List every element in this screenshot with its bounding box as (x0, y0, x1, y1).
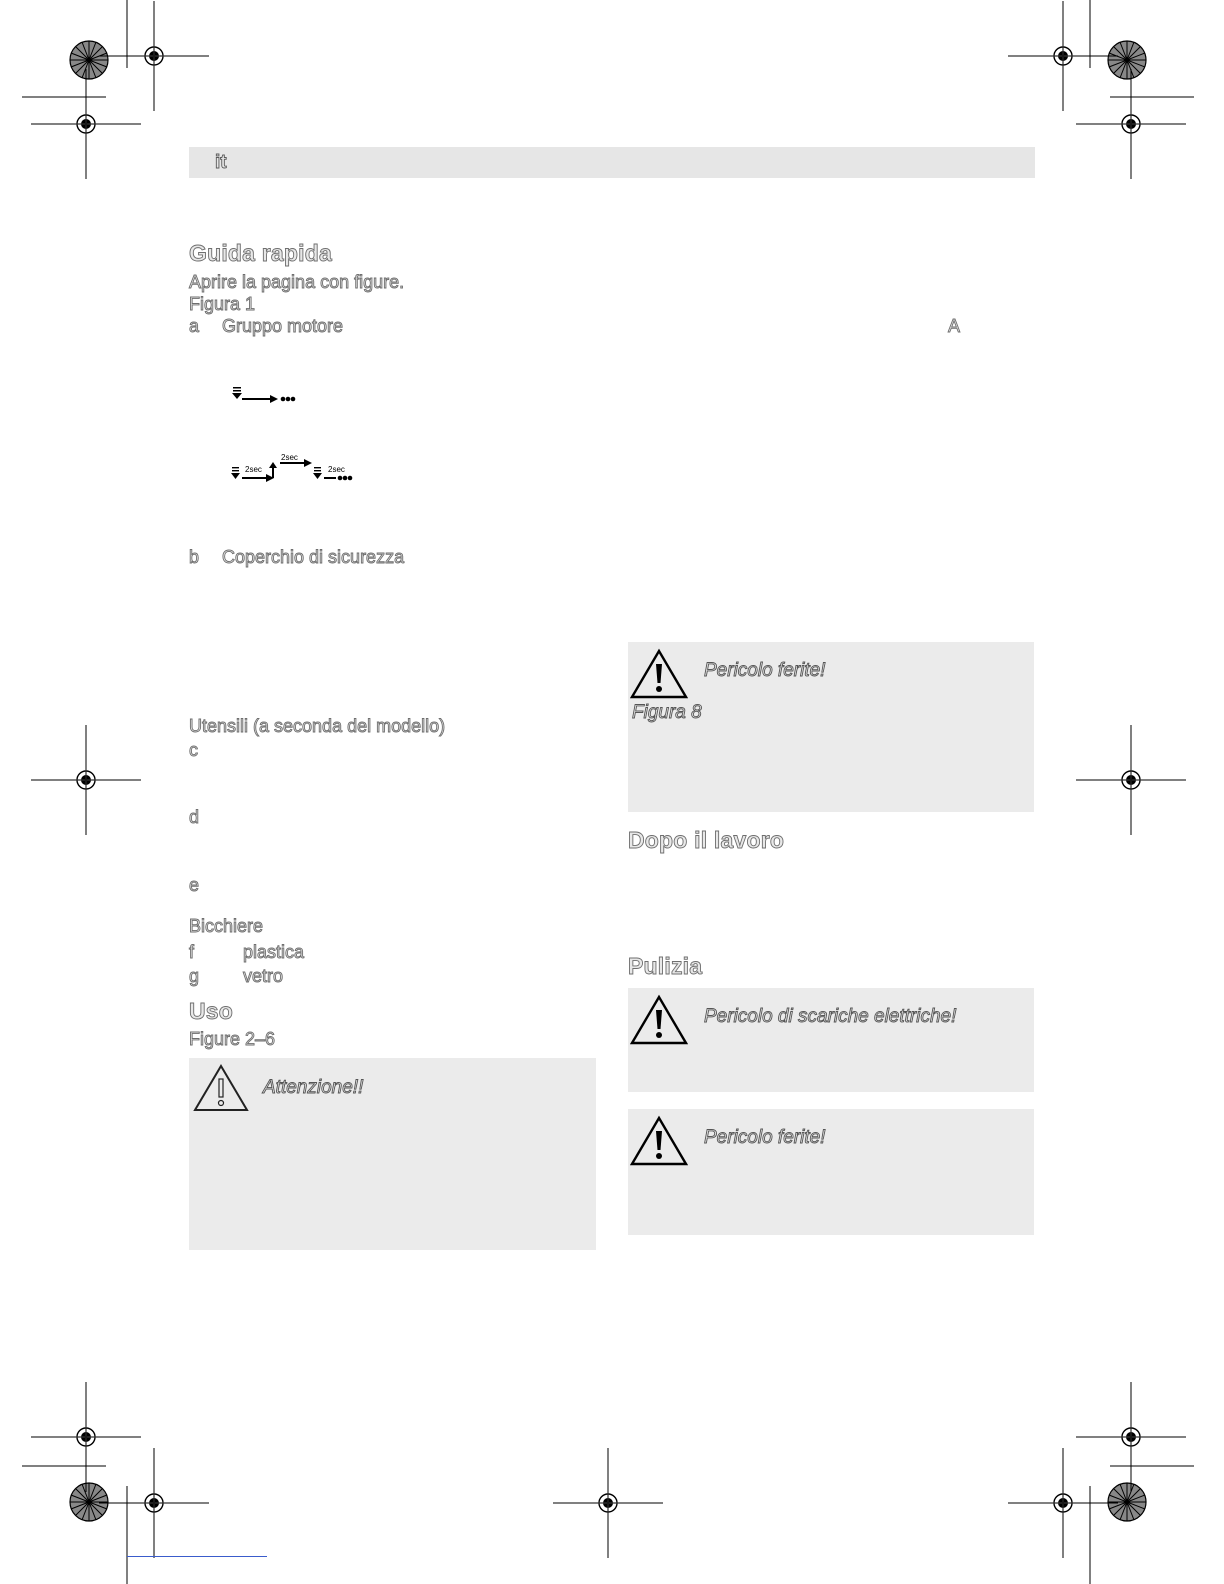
attention-box (189, 1058, 596, 1250)
warning-icon (630, 994, 688, 1046)
speed-switch-diagram-timed (228, 450, 358, 484)
tools-title: Utensili (a seconda del modello) (189, 716, 446, 736)
tool-letter-c: c (189, 740, 198, 760)
cup-label-plastic: plastica (243, 942, 305, 962)
attention-text: Attenzione!! (263, 1077, 364, 1098)
bottom-link-underline (127, 1556, 267, 1557)
shock-warning-box (628, 988, 1034, 1092)
cup-letter-g: g (189, 966, 200, 986)
warning-icon (630, 648, 688, 700)
injury-warning-text-2: Pericolo ferite! (704, 1127, 826, 1148)
language-code: it (215, 152, 227, 173)
cleaning-title: Pulizia (628, 953, 703, 979)
cup-letter-f: f (189, 942, 195, 962)
timing-label-2: 2sec (281, 453, 298, 462)
item-letter-b: b (189, 547, 200, 567)
item-label-safety-lid: Coperchio di sicurezza (222, 547, 405, 567)
cups-title: Bicchiere (189, 916, 264, 936)
speed-switch-diagram-continuous (228, 386, 300, 408)
item-letter-a: a (189, 316, 200, 336)
tool-letter-e: e (189, 875, 200, 895)
caution-icon (193, 1063, 249, 1113)
after-work-title: Dopo il lavoro (628, 827, 785, 853)
figure-ref-8: Figura 8 (632, 702, 702, 723)
timing-label-1: 2sec (245, 465, 262, 474)
item-label-motor-unit: Gruppo motore (222, 316, 344, 336)
injury-warning-box-1 (628, 642, 1034, 812)
quick-guide-title: Guida rapida (189, 240, 332, 266)
quick-guide-intro: Aprire la pagina con figure. (189, 272, 405, 292)
figure-ref-1: Figura 1 (189, 294, 256, 314)
cup-label-glass: vetro (243, 966, 284, 986)
usage-title: Uso (189, 998, 234, 1024)
tool-letter-d: d (189, 807, 200, 827)
injury-warning-text-1: Pericolo ferite! (704, 660, 826, 681)
timing-label-3: 2sec (328, 465, 345, 474)
injury-warning-box-2 (628, 1109, 1034, 1235)
shock-warning-text: Pericolo di scariche elettriche! (704, 1006, 957, 1027)
language-header (189, 147, 1035, 178)
warning-icon (630, 1115, 688, 1167)
usage-figure-ref: Figure 2–6 (189, 1029, 276, 1049)
item-marker-a: A (948, 316, 961, 336)
